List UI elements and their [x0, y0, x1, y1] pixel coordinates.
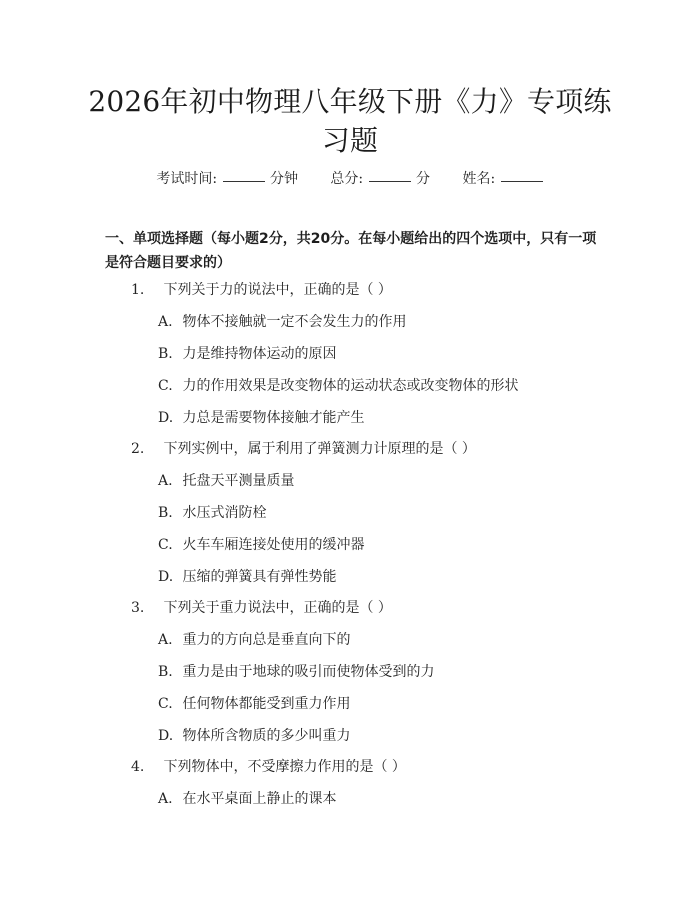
option-text: 重力是由于地球的吸引而使物体受到的力: [182, 664, 435, 680]
question-2-option-b: [158, 504, 578, 522]
question-number: 4.: [131, 759, 145, 775]
question-number: 3.: [131, 600, 145, 616]
option-text: 在水平桌面上静止的课本: [182, 791, 337, 807]
question-text: 下列实例中，属于利用了弹簧测力计原理的是（ ）: [163, 441, 476, 457]
question-text: 下列关于重力说法中，正确的是（ ）: [163, 600, 392, 616]
option-text: 力总是需要物体接触才能产生: [182, 410, 365, 426]
option-label: C.: [158, 696, 173, 712]
question-1-option-a: [158, 313, 578, 331]
option-text: 物体所含物质的多少叫重力: [182, 728, 351, 744]
name-blank: [501, 181, 543, 182]
option-text: 物体不接触就一定不会发生力的作用: [182, 314, 407, 330]
question-2-option-d: [158, 568, 578, 586]
option-text: 力的作用效果是改变物体的运动状态或改变物体的形状: [182, 378, 519, 394]
exam-time-unit: 分钟: [269, 171, 298, 187]
question-3-option-c: [158, 695, 578, 713]
exam-time-blank: [223, 181, 265, 182]
question-1-option-b: [158, 345, 578, 363]
question-4: [131, 758, 601, 776]
exam-time-label: 考试时间:: [156, 171, 218, 187]
option-label: D.: [158, 410, 174, 426]
name-label: 姓名:: [462, 171, 496, 187]
option-text: 托盘天平测量质量: [182, 473, 295, 489]
option-text: 水压式消防栓: [182, 505, 267, 521]
question-3: [131, 599, 601, 617]
option-label: C.: [158, 378, 173, 394]
score-label: 总分:: [330, 171, 364, 187]
question-4-option-a: [158, 790, 578, 808]
option-label: B.: [158, 664, 173, 680]
option-label: A.: [158, 632, 173, 648]
name-field: [462, 170, 543, 188]
exam-time-field: [156, 170, 298, 188]
question-2: [131, 440, 601, 458]
question-3-option-b: [158, 663, 578, 681]
option-label: B.: [158, 346, 173, 362]
option-text: 火车车厢连接处使用的缓冲器: [182, 537, 365, 553]
question-3-option-a: [158, 631, 578, 649]
option-label: A.: [158, 314, 173, 330]
question-3-option-d: [158, 727, 578, 745]
question-2-option-c: [158, 536, 578, 554]
option-label: D.: [158, 569, 174, 585]
score-blank: [369, 181, 411, 182]
question-1-option-c: [158, 377, 578, 395]
question-text: 下列关于力的说法中，正确的是（ ）: [163, 282, 392, 298]
option-label: B.: [158, 505, 173, 521]
question-1-option-d: [158, 409, 578, 427]
option-label: A.: [158, 473, 173, 489]
option-label: D.: [158, 728, 174, 744]
question-2-option-a: [158, 472, 578, 490]
exam-info-line: [0, 170, 700, 188]
score-field: [330, 170, 430, 188]
document-title: 2026年初中物理八年级下册《力》专项练习题: [88, 85, 612, 157]
question-text: 下列物体中，不受摩擦力作用的是（ ）: [163, 759, 406, 775]
option-text: 力是维持物体运动的原因: [182, 346, 337, 362]
question-number: 1.: [131, 282, 145, 298]
option-text: 任何物体都能受到重力作用: [182, 696, 351, 712]
question-1: [131, 281, 601, 299]
option-label: A.: [158, 791, 173, 807]
section-title: 一、单项选择题（每小题2分，共20分。在每小题给出的四个选项中，只有一项是符合题目要求的）: [105, 231, 597, 271]
option-label: C.: [158, 537, 173, 553]
question-number: 2.: [131, 441, 145, 457]
option-text: 压缩的弹簧具有弹性势能: [182, 569, 337, 585]
score-unit: 分: [416, 171, 431, 187]
option-text: 重力的方向总是垂直向下的: [182, 632, 351, 648]
